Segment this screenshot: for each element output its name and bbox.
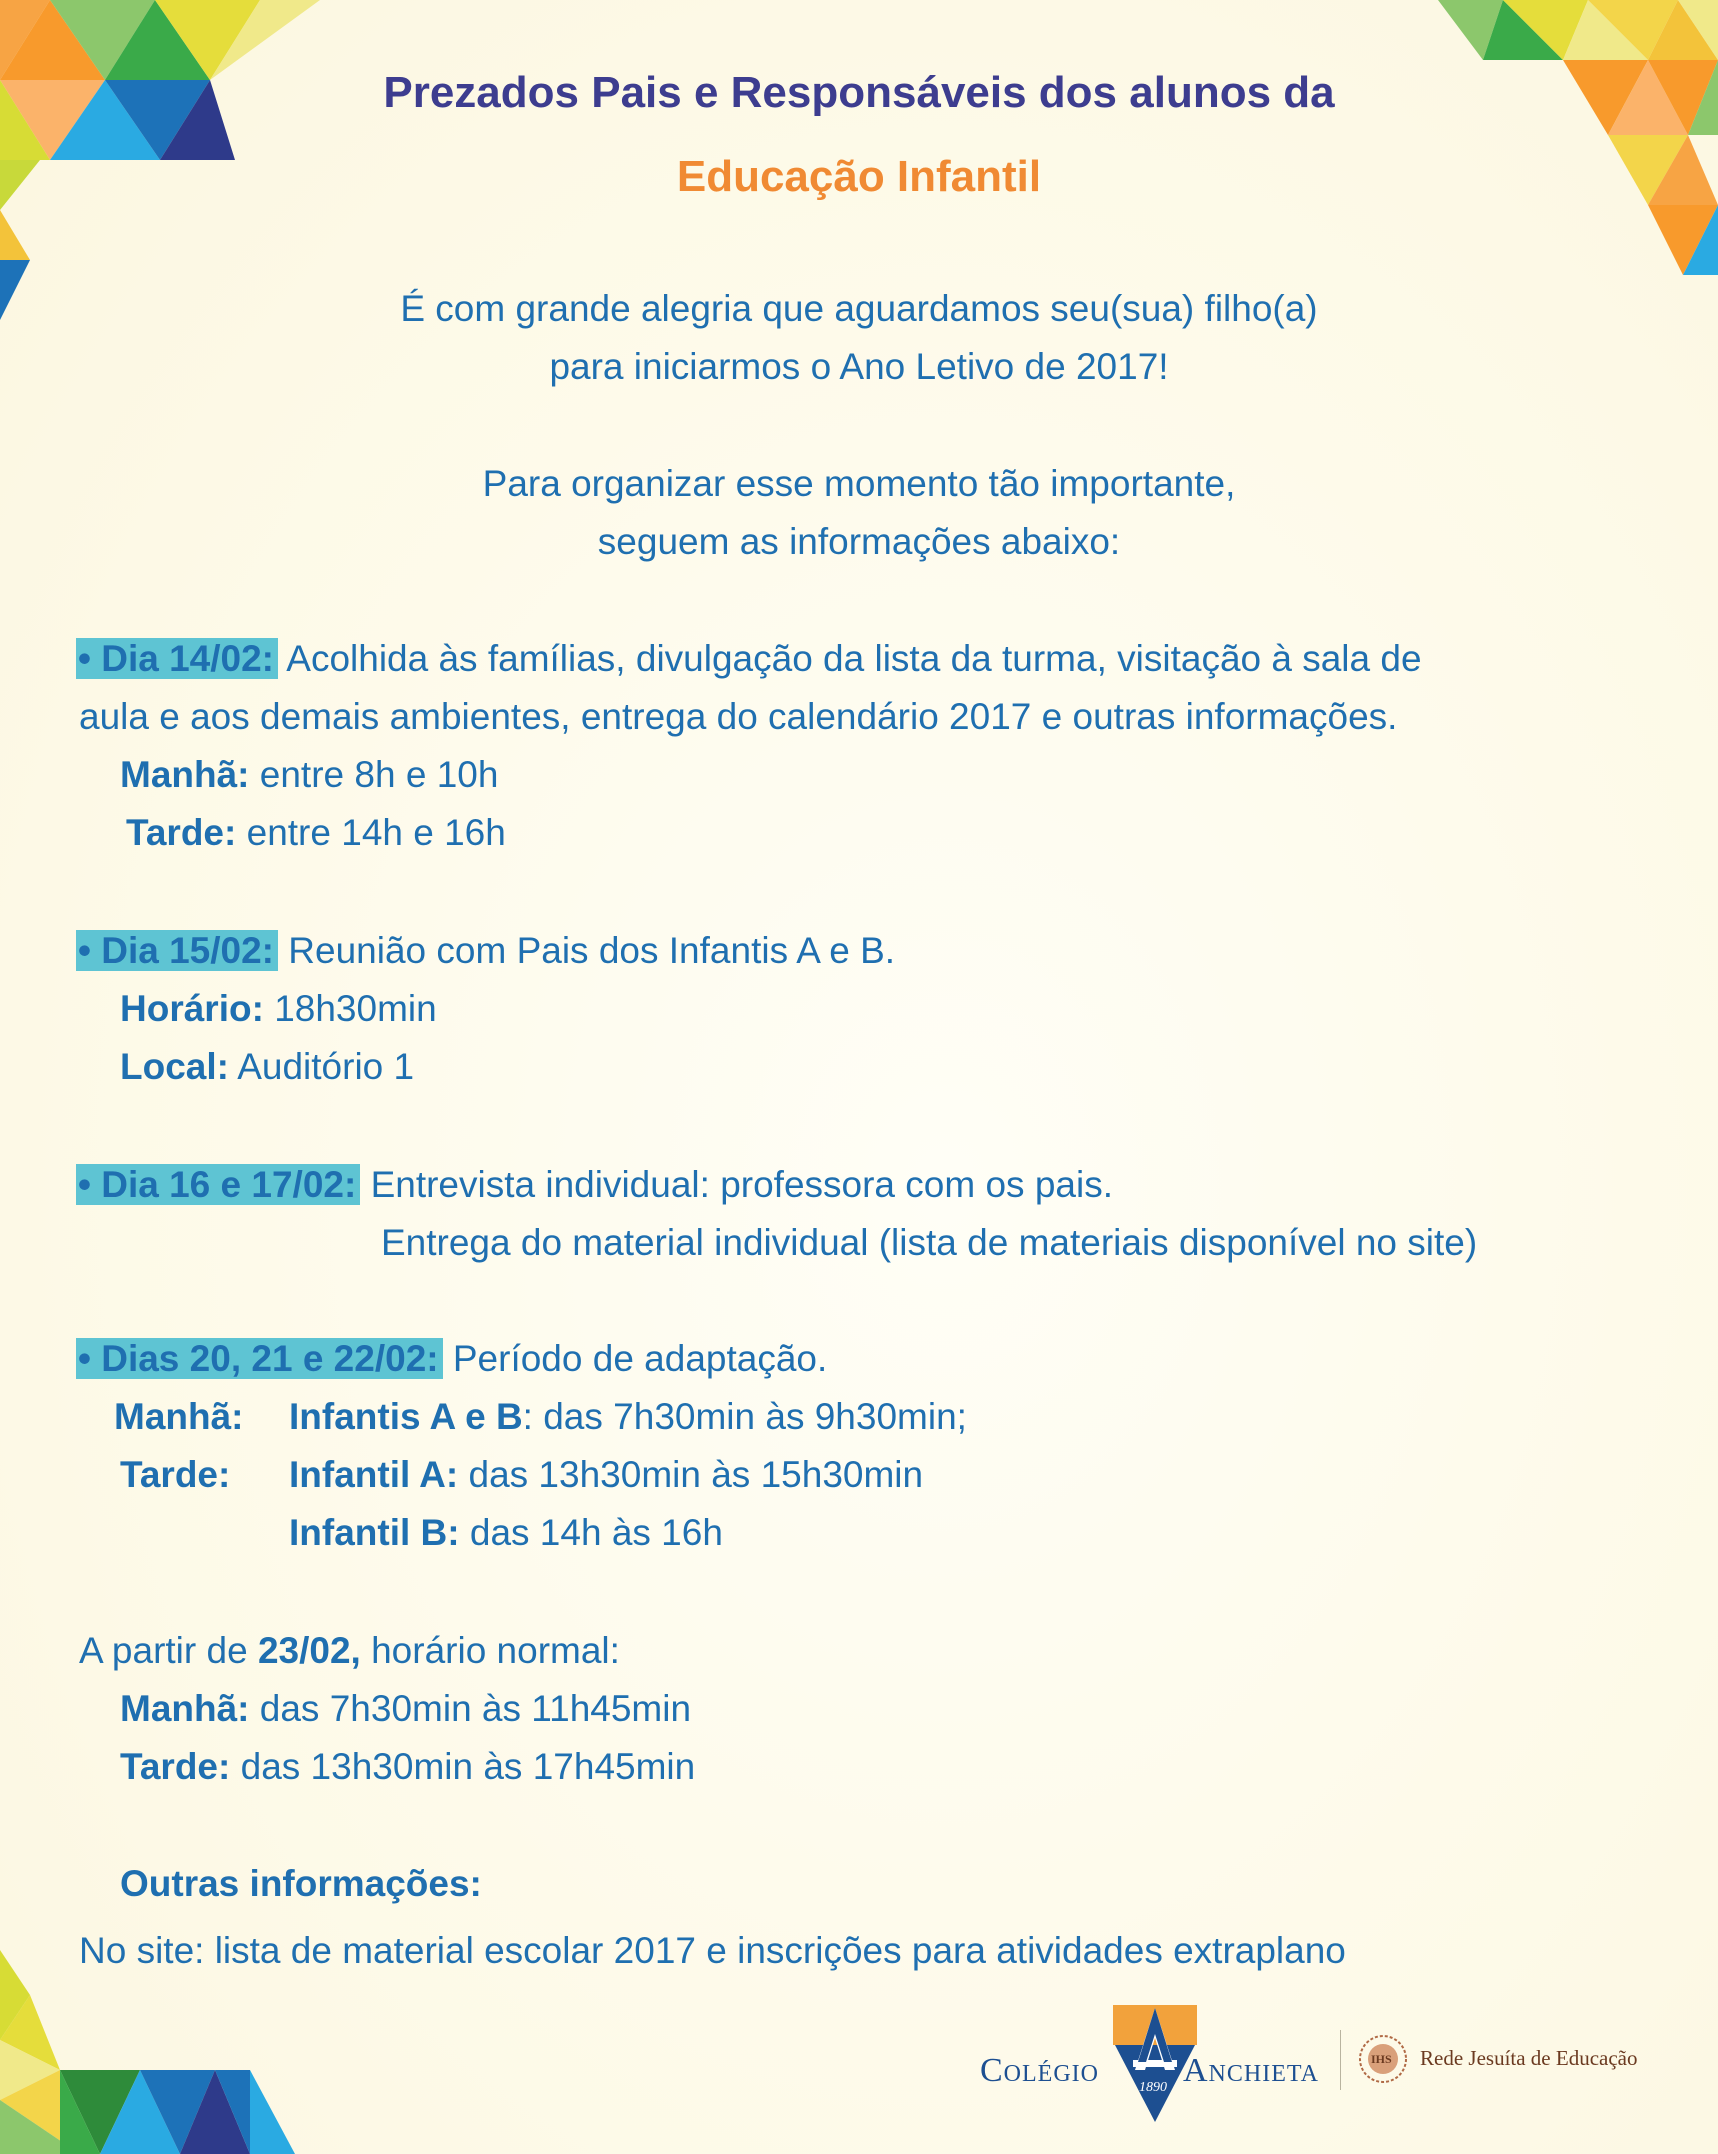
intro-line-1: É com grande alegria que aguardamos seu(sua) filho(a) (400, 288, 1318, 329)
day1-text-2: aula e aos demais ambientes, entrega do calendário 2017 e outras informações. (79, 696, 1398, 737)
network-name: Rede Jesuíta de Educação (1420, 2046, 1638, 2070)
normal-suffix: horário normal: (371, 1630, 620, 1671)
day4-morning-detail (289, 1394, 967, 1440)
other-info-heading: Outras informações: (120, 1863, 482, 1904)
day1-morning-label: Manhã: (120, 754, 250, 795)
day2-place-label: Local: (120, 1046, 229, 1087)
normal-morning-label: Manhã: (120, 1688, 250, 1729)
normal-afternoon-label: Tarde: (120, 1746, 231, 1787)
intro-line-2: para iniciarmos o Ano Letivo de 2017! (549, 346, 1169, 387)
day4-afternoon-label: Tarde: (120, 1454, 231, 1495)
school-name-left: Colégio (980, 2052, 1099, 2089)
day2-time-value: 18h30min (274, 988, 437, 1029)
day4-afternoon-group-b: Infantil B: (289, 1512, 460, 1553)
normal-afternoon (120, 1744, 695, 1790)
day1-afternoon (126, 810, 506, 856)
school-name-right: Anchieta (1183, 2052, 1319, 2089)
day1-line-1 (76, 636, 1422, 682)
day4-morning-group: Infantis A e B (289, 1396, 523, 1437)
normal-afternoon-value: das 13h30min às 17h45min (240, 1746, 696, 1787)
top-right-triangles-decoration (1438, 0, 1718, 280)
day1-morning-value: entre 8h e 10h (259, 754, 499, 795)
day4-text: Período de adaptação. (452, 1338, 828, 1379)
day1-date-label: • Dia 14/02: (76, 638, 278, 679)
day2-line (76, 928, 895, 974)
day4-afternoon-value-a: das 13h30min às 15h30min (468, 1454, 924, 1495)
day2-text: Reunião com Pais dos Infantis A e B. (288, 930, 896, 971)
normal-prefix: A partir de (79, 1630, 248, 1671)
day2-date-label: • Dia 15/02: (76, 930, 278, 971)
day4-afternoon-value-b: das 14h às 16h (469, 1512, 723, 1553)
day4-morning-label: Manhã: (114, 1396, 244, 1437)
day3-text-1: Entrevista individual: professora com os pais. (370, 1164, 1113, 1205)
normal-morning (120, 1686, 691, 1732)
day3-date-label: • Dia 16 e 17/02: (76, 1164, 360, 1205)
day4-date-label: • Dias 20, 21 e 22/02: (76, 1338, 443, 1379)
normal-date: 23/02, (257, 1630, 361, 1671)
page-subtitle: Educação Infantil (676, 152, 1042, 201)
bottom-left-triangles-decoration (0, 1950, 300, 2154)
day2-place (120, 1044, 414, 1090)
day2-place-value: Auditório 1 (237, 1046, 415, 1087)
other-info-text: No site: lista de material escolar 2017 e inscrições para atividades extraplano (79, 1930, 1346, 1971)
day2-time-label: Horário: (120, 988, 264, 1029)
day3-line-1 (76, 1162, 1113, 1208)
day1-morning (120, 752, 498, 798)
day1-afternoon-label: Tarde: (126, 812, 237, 853)
day4-afternoon-group-a: Infantil A: (289, 1454, 459, 1495)
colegio-anchieta-logo (975, 2000, 1335, 2140)
day4-morning-value: : das 7h30min às 9h30min; (522, 1396, 967, 1437)
normal-schedule-intro (79, 1628, 620, 1674)
day3-text-2: Entrega do material individual (lista de materiais disponível no site) (381, 1222, 1478, 1263)
day4-line (76, 1336, 827, 1382)
intro-line-4: seguem as informações abaixo: (597, 521, 1121, 562)
day1-text-1: Acolhida às famílias, divulgação da lista da turma, visitação à sala de (286, 638, 1422, 679)
normal-morning-value: das 7h30min às 11h45min (259, 1688, 692, 1729)
day1-afternoon-value: entre 14h e 16h (246, 812, 506, 853)
day4-afternoon-a (289, 1452, 923, 1498)
intro-line-3: Para organizar esse momento tão importante, (482, 463, 1236, 504)
school-year: 1890 (1139, 2080, 1167, 2095)
day2-time (120, 986, 437, 1032)
rede-jesuita-logo (1358, 2030, 1648, 2090)
jesuit-seal-text: IHS (1371, 2052, 1392, 2066)
day4-afternoon-b (289, 1510, 723, 1556)
page-title: Prezados Pais e Responsáveis dos alunos da (383, 68, 1335, 117)
logo-divider (1340, 2030, 1341, 2090)
